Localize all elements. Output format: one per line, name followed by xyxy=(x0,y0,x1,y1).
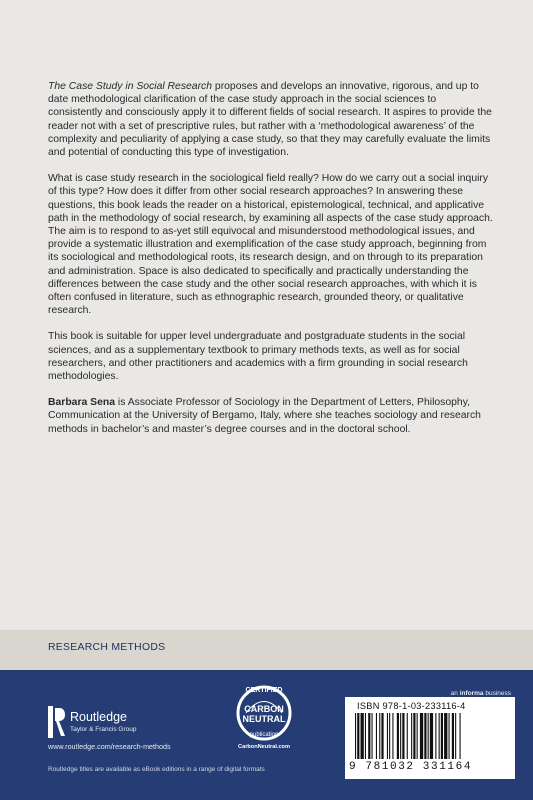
barcode-icon xyxy=(351,713,509,761)
isbn-barcode xyxy=(345,697,515,779)
publisher-website: www.routledge.com/research-methods xyxy=(48,742,171,751)
carbon-text: CARBON xyxy=(244,704,284,714)
author-bio xyxy=(48,396,493,436)
blurb-paragraph-1-text: proposes and develops an innovative, rigorous, and up to date methodological clarification of the case study approach in the social sciences to consistently and consciously apply it to different fields of social research. It aspires to provide the reader not with a set of prescriptive rules, but rather with a ‘methodological awareness’ of the complexity and peculiarity of applying a case study, so that they may carefully evaluate the limits and potential of conducting this type of investigation. xyxy=(48,81,492,159)
carbon-publication-text: publication xyxy=(249,732,279,738)
informa-business-label xyxy=(451,690,511,697)
informa-prefix: an xyxy=(450,690,460,697)
neutral-text: NEUTRAL xyxy=(242,714,286,724)
author-bio-text: is Associate Professor of Sociology in the Department of Letters, Philosophy, Communication at the University of Bergamo, Italy, where she teaches sociology and research methods in bachelor’s and master’s degree courses and in the doctoral school. xyxy=(48,397,481,435)
isbn-number: ISBN 978-1-03-233116-4 xyxy=(357,701,466,711)
ebook-note: Routledge titles are available as eBook editions in a range of digital formats xyxy=(48,766,265,773)
routledge-logo-icon xyxy=(48,706,66,738)
carbon-neutral-url: CarbonNeutral.com xyxy=(238,744,290,750)
carbon-certified-text: CERTIFIED xyxy=(245,687,283,694)
barcode-digits: 9 781032 331164 xyxy=(349,761,473,773)
informa-brand: informa xyxy=(459,690,484,697)
book-title-italic: The Case Study in Social Research xyxy=(48,81,213,92)
blurb-paragraph-1 xyxy=(48,80,493,159)
publisher-name: Routledge xyxy=(70,710,127,724)
blurb-paragraph-2: What is case study research in the sociological field really? How do we carry out a social inquiry of this type? How does it differ from other social research approaches? In answering these questions, this book leads the reader on a historical, epistemological, technical, and applicative path in the methodology of social research, by examining all aspects of the case study approach. The aim is to respond to as-yet still equivocal and misunderstood methodological issues, and provide a systematic illustration and exemplification of the case study approach, beginning from its sociological and methodological roots, its research design, and on through to its preparation and administration. Space is also dedicated to specifically and practically understanding the differences between the case study and the other social research approaches, with which it is often confused in literature, such as ethnographic research, grounded theory, or qualitative research. xyxy=(48,173,493,317)
back-cover-blurb xyxy=(48,80,493,449)
informa-suffix: business xyxy=(483,690,511,697)
publisher-footer xyxy=(0,670,533,800)
category-label: RESEARCH METHODS xyxy=(48,642,166,653)
author-name: Barbara Sena xyxy=(48,397,115,409)
carbon-neutral-icon xyxy=(228,680,300,746)
blurb-paragraph-3: This book is suitable for upper level undergraduate and postgraduate students in the social sciences, and as a supplementary textbook to primary methods texts, as well as for social researchers, and other practitioners and academics with a firm grounding in social research methodologies. xyxy=(48,331,468,383)
publisher-group: Taylor & Francis Group xyxy=(70,726,137,733)
